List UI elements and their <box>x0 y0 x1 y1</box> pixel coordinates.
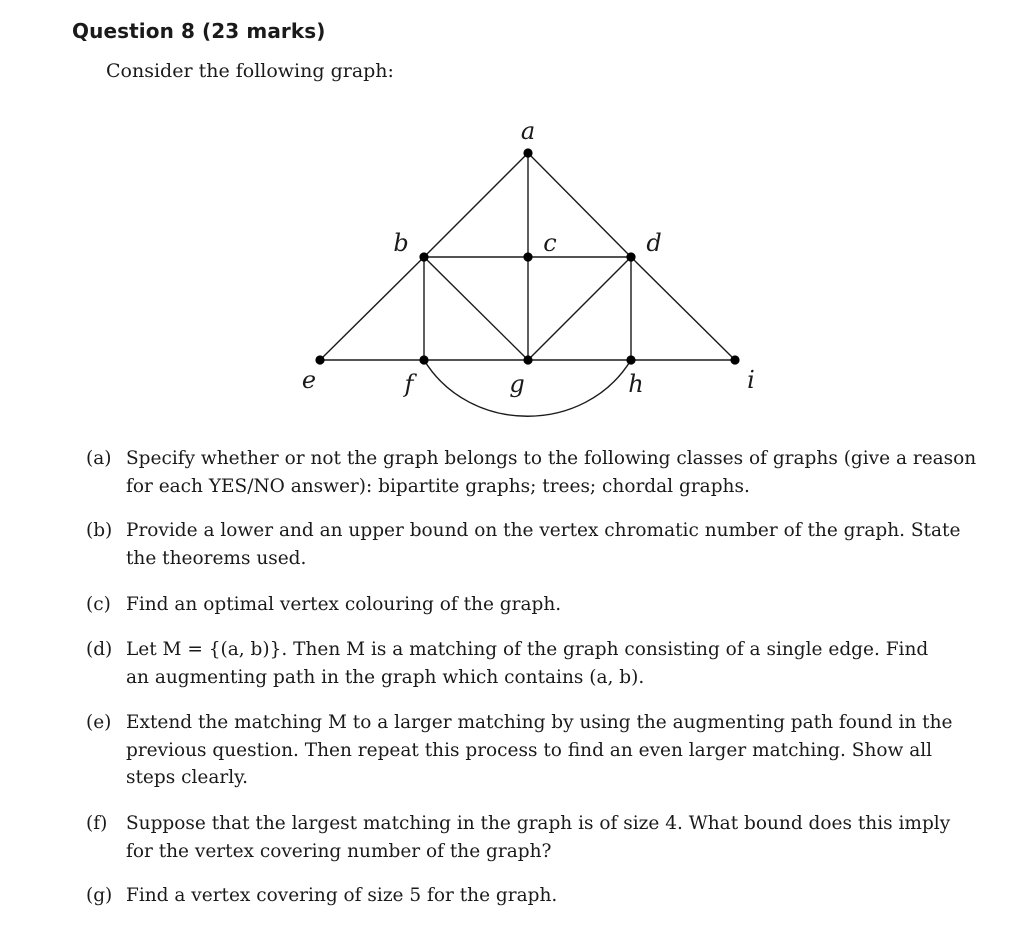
vertex-label-g: g <box>509 370 525 398</box>
part-a-line-2: for each YES/NO answer): bipartite graphs; trees; chordal graphs. <box>126 475 750 497</box>
part-b-line-2: the theorems used. <box>126 547 307 569</box>
part-a-line-1: Specify whether or not the graph belongs to the following classes of graphs (give a reason <box>126 448 977 469</box>
vertex-h <box>626 355 635 364</box>
question-intro: Consider the following graph: <box>106 60 394 82</box>
part-b-line-1: Provide a lower and an upper bound on the vertex chromatic number of the graph. State <box>126 520 961 541</box>
vertex-a <box>523 148 532 157</box>
edge-d-g <box>528 257 631 360</box>
vertex-label-h: h <box>628 370 644 398</box>
vertex-label-i: i <box>747 366 755 394</box>
part-b-text <box>126 517 996 572</box>
vertex-f <box>419 355 428 364</box>
vertex-label-e: e <box>301 366 317 394</box>
part-g-label: (g) <box>86 885 113 906</box>
edge-f-h <box>424 360 631 416</box>
part-e-label: (e) <box>86 712 112 733</box>
part-f-line-1: Suppose that the largest matching in the graph is of size 4. What bound does this imply <box>126 813 951 834</box>
vertex-label-d: d <box>646 229 662 257</box>
vertex-label-a: a <box>520 117 536 145</box>
part-g-line-1: Find a vertex covering of size 5 for the graph. <box>126 885 558 906</box>
graph-diagram <box>0 0 1024 440</box>
part-f <box>86 810 996 865</box>
graph-edges <box>320 153 735 416</box>
part-d-label: (d) <box>86 639 113 660</box>
part-b <box>86 517 996 572</box>
part-c <box>86 591 996 619</box>
vertex-label-b: b <box>393 229 409 257</box>
part-e-line-2: previous question. Then repeat this process to find an even larger matching. Show all <box>126 739 933 761</box>
vertex-i <box>730 355 739 364</box>
part-d-line-1: Let M = {(a, b)}. Then M is a matching of the graph consisting of a single edge. Find <box>126 639 929 660</box>
edge-a-b <box>424 153 528 257</box>
vertex-d <box>626 252 635 261</box>
vertex-b <box>419 252 428 261</box>
part-e-line-3: steps clearly. <box>126 767 248 788</box>
part-c-line-1: Find an optimal vertex colouring of the graph. <box>126 594 562 615</box>
edge-d-i <box>631 257 735 360</box>
part-d <box>86 636 996 691</box>
part-g <box>86 882 996 910</box>
part-a <box>86 445 996 500</box>
vertex-e <box>315 355 324 364</box>
part-e-line-1: Extend the matching M to a larger matching by using the augmenting path found in the <box>126 712 953 733</box>
part-c-text <box>126 591 996 619</box>
part-b-label: (b) <box>86 520 113 541</box>
part-a-label: (a) <box>86 448 112 469</box>
part-f-line-2: for the vertex covering number of the graph? <box>126 840 552 862</box>
vertex-label-c: c <box>543 229 557 257</box>
vertex-c <box>523 252 532 261</box>
edge-b-g <box>424 257 528 360</box>
part-d-text <box>126 636 996 691</box>
part-e-text <box>126 709 996 792</box>
vertex-g <box>523 355 532 364</box>
part-d-line-2: an augmenting path in the graph which contains (a, b). <box>126 666 645 688</box>
part-g-text <box>126 882 996 910</box>
part-f-text <box>126 810 996 865</box>
part-e <box>86 709 996 792</box>
part-c-label: (c) <box>86 594 111 615</box>
vertex-label-f: f <box>404 370 414 398</box>
edge-b-e <box>320 257 424 360</box>
part-f-label: (f) <box>86 813 108 834</box>
part-a-text <box>126 445 996 500</box>
question-heading: Question 8 (23 marks) <box>72 19 326 43</box>
